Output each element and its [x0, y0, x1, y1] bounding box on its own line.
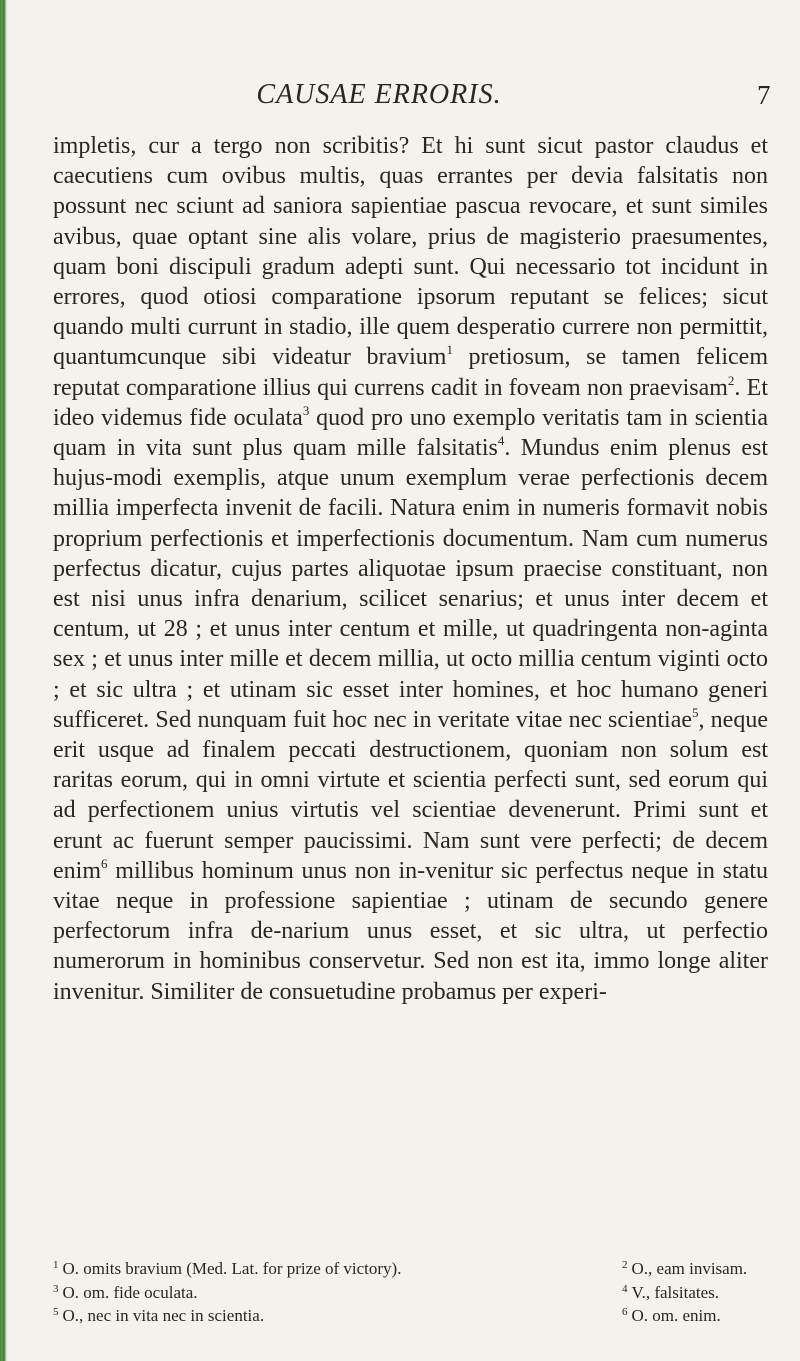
- footnote-marker: 3: [53, 1282, 59, 1295]
- text-segment: quod pro uno exemplo veritatis tam in scientia quam in vita sunt plus quam mille falsitatis: [53, 404, 768, 462]
- footnote-ref: 4: [497, 433, 505, 449]
- footnote-ref: 6: [101, 855, 108, 871]
- footnotes: [53, 1257, 768, 1328]
- footnote-text: O., eam invisam.: [631, 1259, 748, 1278]
- text-segment: . Mundus enim plenus est hujus-modi exemplis, atque unum exemplum verae perfectionis decem millia imperfecta invenit de facili. Natura enim in numeris formavit nobis proprium perfectionis et imperfectionis documentum. Nam cum numerus perfectus dicatur, cujus partes aliquotae ipsum praecise constituant, non est nisi unus infra denarium, scilicet senarius; et unus inter decem et centum, ut 28 ; et unus inter centum et mille, ut quadringenta non-aginta sex ; et unus inter mille et decem millia, ut octo millia centum viginti octo ; et sic ultra ; et utinam sic esset inter homines, et hoc humano generi sufficeret. Sed nunquam fuit hoc nec in veritate vitae nec scientiae: [53, 435, 769, 733]
- footnote-text: O. om. enim.: [631, 1306, 721, 1325]
- footnote-5: [53, 1304, 264, 1328]
- running-title: CAUSAE ERRORIS.: [256, 79, 502, 110]
- footnote-marker: 4: [622, 1282, 628, 1295]
- footnote-marker: 6: [622, 1306, 628, 1318]
- footnote-ref: 2: [727, 372, 735, 388]
- footnote-1: [53, 1257, 401, 1281]
- footnote-marker: 2: [622, 1259, 628, 1271]
- footnote-4: [622, 1281, 768, 1305]
- text-segment: millibus hominum unus non in-venitur sic perfectus neque in statu vitae neque in professione sapientiae ; utinam de secundo genere perfectorum infra de-narium unus esset, et sic ultra, ut perfectio numerorum in hominibus conservetur. Sed non est ita, immo longe aliter invenitur. Similiter de consuetudine probamus per experi-: [53, 857, 768, 1005]
- footnote-text: O. omits bravium (Med. Lat. for prize of victory).: [62, 1259, 402, 1278]
- footnote-text: O., nec in vita nec in scientia.: [62, 1306, 265, 1325]
- footnote-text: V., falsitates.: [631, 1282, 720, 1302]
- footnote-text: O. om. fide oculata.: [62, 1282, 198, 1302]
- page-header: [0, 79, 800, 119]
- book-binding-edge: [0, 0, 7, 1361]
- footnote-2: [622, 1257, 768, 1281]
- footnote-marker: 1: [53, 1259, 59, 1271]
- footnote-row: [53, 1304, 768, 1328]
- footnote-3: [53, 1281, 198, 1305]
- footnote-marker: 5: [53, 1306, 59, 1318]
- footnote-row: [53, 1257, 768, 1281]
- main-text: [53, 131, 768, 1007]
- text-segment: impletis, cur a tergo non scribitis? Et hi sunt sicut pastor claudus et caecutiens cum ovibus multis, quas errantes per devia falsitatis non possunt nec sciunt ad saniora sapientiae pascua revocare, et sunt similes avibus, quae optant sine alis volare, prius de magisterio praesumentes, quam boni discipuli gradum adepti sunt. Qui necessario tot incidunt in errores, quod otiosi comparatione ipsorum reputant se felices; sicut quando multi currunt in stadio, ille quem desperatio currere non permittit, quantumcunque sibi videatur bravium: [53, 133, 768, 371]
- text-segment: , neque erit usque ad finalem peccati destructionem, quoniam non solum est raritas eorum, qui in omni virtute et scientia perfecti sunt, sed eorum qui ad perfectionem unius virtutis vel scientiae devenerunt. Primi sunt et erunt ac fuerunt semper paucissimi. Nam sunt vere perfecti; de decem enim: [53, 706, 768, 884]
- footnote-row: [53, 1281, 768, 1305]
- text-segment: . Et ideo videmus fide oculata: [53, 374, 769, 431]
- footnote-ref: 5: [692, 704, 699, 720]
- footnote-6: [622, 1304, 768, 1328]
- footnote-ref: 1: [446, 342, 453, 358]
- page-number: 7: [757, 80, 771, 110]
- footnote-ref: 3: [302, 402, 310, 418]
- text-segment: pretiosum, se tamen felicem reputat comparatione illius qui currens cadit in foveam non praevisam: [53, 344, 768, 401]
